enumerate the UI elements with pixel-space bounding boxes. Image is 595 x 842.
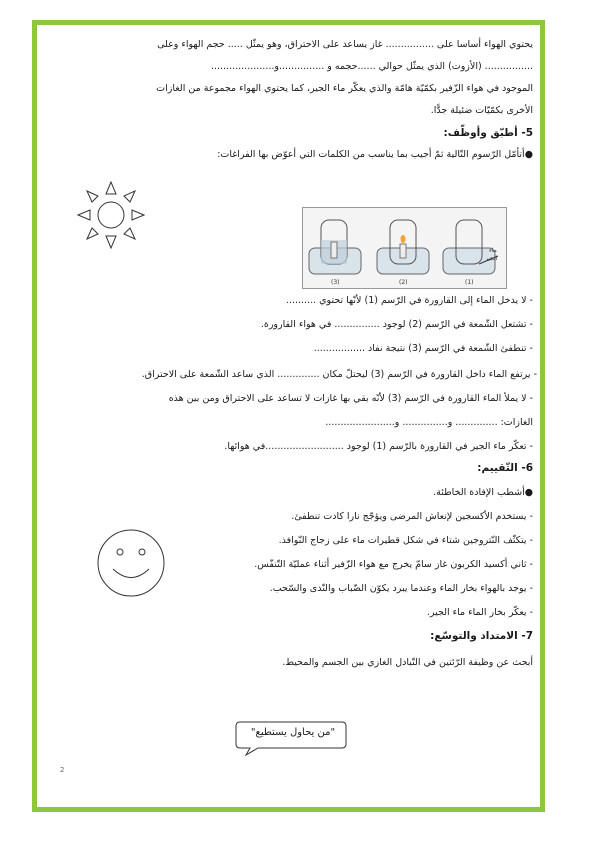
section5-item-5-continued: الغازات: .............. و............... و....................... <box>325 417 533 428</box>
experiment-2-drawing <box>377 220 429 274</box>
figure-label-2: (2) <box>399 279 408 286</box>
intro-line-3: الموجود في هواء الزّفير بكمّيّة هامّة والذي يعكّر ماء الجير، كما يحتوي الهواء مجموعة من الغازات <box>156 83 533 94</box>
section6-item-2: - يتكثّف النّتروجين شتاء في شكل قطيرات ماء على زجاج النّوافذ. <box>278 535 533 546</box>
section6-title: 6- التّقييم: <box>477 462 533 474</box>
experiment-3-drawing <box>309 220 361 274</box>
figure-label-3: (3) <box>331 279 340 286</box>
section5-item-5: - لا يملأ الماء القارورة في الرّسم (3) لأنّه بقي بها غازات لا تساعد على الاحتراق ومن بين هذه <box>168 393 533 404</box>
section5-item-3: - تنطفئ الشّمعة في الرّسم (3) نتيجة نفاد ................. <box>313 343 533 354</box>
section6-item-5: - يعكّر بخار الماء ماء الجير. <box>426 607 533 618</box>
section5-item-4: - يرتفع الماء داخل القارورة في الرّسم (3) ليحتلّ مكان .............. الذي ساعد الشّمعة على الاحتراق. <box>141 369 537 380</box>
figure-label-1: (1) <box>465 279 474 286</box>
sun-icon <box>76 180 146 250</box>
section6-item-4: - يوجد بالهواء بخار الماء وعندما يبرد يكوّن الضّباب والنّدى والسّحب. <box>269 583 533 594</box>
motto-text: "من يحاول يستطيع" <box>250 727 336 738</box>
section5-item-1: - لا يدخل الماء إلى القارورة في الرّسم (1) لأنّها تحتوي .......... <box>285 295 533 306</box>
intro-line-4: الأخرى بكمّيّات ضئيلة جدًّا. <box>430 105 533 116</box>
page-number: 2 <box>60 766 65 774</box>
smiley-face-icon <box>96 528 166 598</box>
section6-item-1: - يستخدم الأكسجين لإنعاش المرضى ويؤجّج نارا كادت تنطفئ. <box>291 511 533 522</box>
section5-instruction: ●أتأمّل الرّسوم التّالية ثمّ أجيب بما يناسب من الكلمات التي أعوّض بها الفراغات: <box>217 149 533 160</box>
section5-item-6: - تعكّر ماء الجير في القارورة بالرّسم (1) لوجود ..........................في هوائها. <box>224 441 533 452</box>
section6-item-3: - ثاني أكسيد الكربون غاز سامّ يخرج مع هواء الزّفير أثناء عمليّة التّنفّس. <box>254 559 533 570</box>
figure-label-water: ماء <box>489 247 497 254</box>
intro-line-1: يحتوي الهواء أساسا على ................ غاز يساعد على الاحتراق، وهو يمثّل ..... حجم الهواء وعلى <box>157 39 533 50</box>
intro-line-2: ................ (الأزوت) الذي يمثّل حوالي ......حجمه و ...............و..................... <box>210 61 533 72</box>
section7-text: أبحث عن وظيفة الرّئتين في التّبادل الغازي بين الجسم والمحيط. <box>282 657 533 668</box>
section5-item-2: - تشتعل الشّمعة في الرّسم (2) لوجود ............... في هواء القارورة. <box>260 319 533 330</box>
section6-instruction: ●أشطب الإفادة الخاطئة. <box>433 487 533 498</box>
figure-label-lime: الجير <box>485 255 498 262</box>
experiment-figure <box>302 207 507 289</box>
section7-title: 7- الامتداد والتوسّع: <box>430 630 533 642</box>
section5-title: 5- أطبّق وأوظّف: <box>443 127 533 139</box>
